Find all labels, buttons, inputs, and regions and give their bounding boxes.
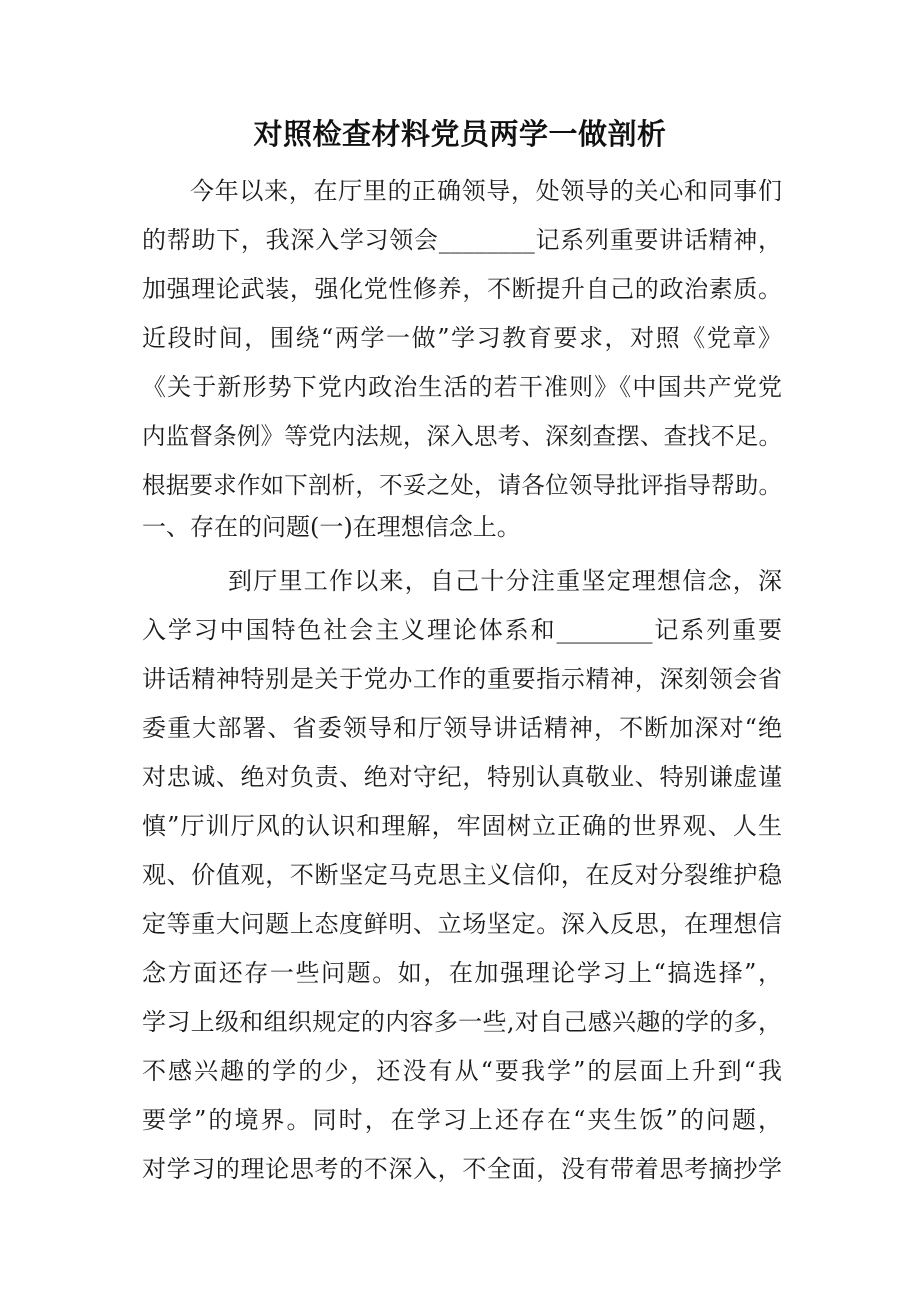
text-line: 念方面还存一些问题。如，在加强理论学习上“搞选择”， — [142, 959, 782, 987]
text-line: 根据要求作如下剖析，不妥之处，请各位领导批评指导帮助。 — [142, 471, 782, 499]
text-line: 入学习中国特色社会主义理论体系和________记系列重要 — [142, 616, 782, 644]
text-line: 慎”厅训厅风的认识和理解，牢固树立正确的世界观、人生 — [142, 812, 782, 840]
text-line: 观、价值观，不断坚定马克思主义信仰，在反对分裂维护稳 — [142, 861, 782, 889]
text-line: 定等重大问题上态度鲜明、立场坚定。深入反思，在理想信 — [142, 910, 782, 938]
text-line: 加强理论武装，强化党性修养，不断提升自己的政治素质。 — [142, 275, 782, 303]
text-line: 的帮助下，我深入学习领会________记系列重要讲话精神， — [142, 226, 782, 254]
text-line: 对学习的理论思考的不深入，不全面，没有带着思考摘抄学 — [142, 1155, 782, 1183]
text-line: 到厅里工作以来，自己十分注重坚定理想信念，深 — [228, 567, 782, 595]
text-line: 讲话精神特别是关于党办工作的重要指示精神，深刻领会省 — [142, 665, 782, 693]
text-line: 学习上级和组织规定的内容多一些,对自己感兴趣的学的多， — [142, 1008, 782, 1036]
text-line: 近段时间，围绕“两学一做”学习教育要求，对照《党章》 — [142, 324, 782, 352]
document-title: 对照检查材料党员两学一做剖析 — [253, 117, 667, 151]
text-line: 委重大部署、省委领导和厅领导讲话精神，不断加深对“绝 — [142, 714, 782, 742]
text-line: 要学”的境界。同时，在学习上还存在“夹生饭”的问题， — [142, 1106, 782, 1134]
text-line: 内监督条例》等党内法规，深入思考、深刻查摆、查找不足。 — [142, 422, 782, 450]
text-line: 对忠诚、绝对负责、绝对守纪，特别认真敬业、特别谦虚谨 — [142, 763, 782, 791]
section-heading: 一、存在的问题(一)在理想信念上。 — [142, 513, 521, 541]
text-line: 《关于新形势下党内政治生活的若干准则》《中国共产党党 — [142, 373, 782, 401]
text-line: 不感兴趣的学的少，还没有从“要我学”的层面上升到“我 — [142, 1057, 782, 1085]
text-line: 今年以来，在厅里的正确领导，处领导的关心和同事们 — [190, 177, 782, 205]
